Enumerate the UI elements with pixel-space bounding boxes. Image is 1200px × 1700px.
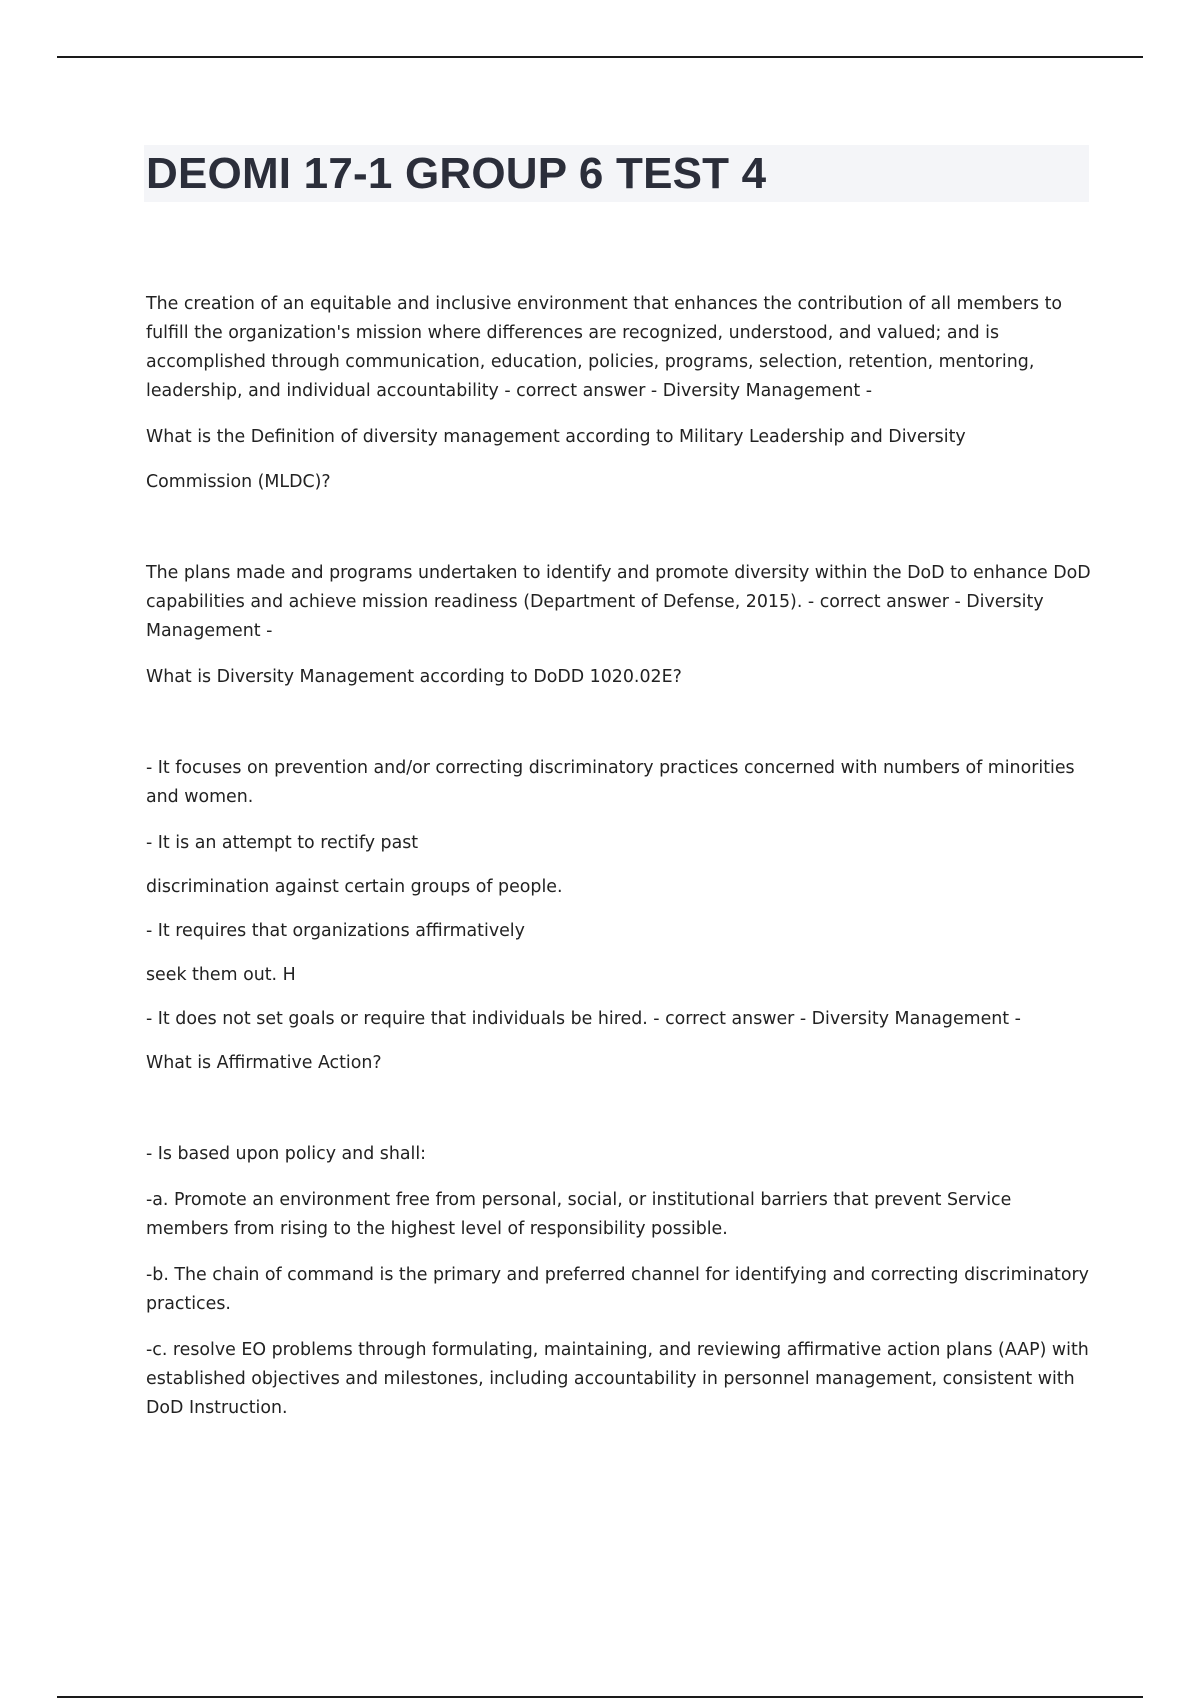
bottom-divider xyxy=(57,1696,1143,1698)
answer-paragraph: - It focuses on prevention and/or correcting discriminatory practices concerned with numbers of minorities and women. xyxy=(146,758,1075,807)
question-paragraph: Commission (MLDC)? xyxy=(146,472,331,492)
top-divider xyxy=(57,56,1143,58)
document-title: DEOMI 17-1 GROUP 6 TEST 4 xyxy=(146,149,767,198)
answer-paragraph: -b. The chain of command is the primary and preferred channel for identifying and correcting discriminatory practices. xyxy=(146,1265,1089,1314)
answer-paragraph: seek them out. H xyxy=(146,965,296,985)
question-paragraph: What is Affirmative Action? xyxy=(146,1053,382,1073)
answer-paragraph: - Is based upon policy and shall: xyxy=(146,1144,427,1164)
answer-paragraph: discrimination against certain groups of people. xyxy=(146,877,563,897)
answer-paragraph: The plans made and programs undertaken to identify and promote diversity within the DoD to enhance DoD capabilities and achieve mission readiness (Department of Defense, 2015). - correct answer - Diversity Management - xyxy=(146,563,1091,641)
answer-paragraph: The creation of an equitable and inclusive environment that enhances the contribution of all members to fulfill the organization's mission where differences are recognized, understood, and valued; and is accomplished through communication, education, policies, programs, selection, retention, mentoring, leadership, and individual accountability - correct answer - Diversity Management - xyxy=(146,294,1063,401)
answer-paragraph: -a. Promote an environment free from personal, social, or institutional barriers that prevent Service members from rising to the highest level of responsibility possible. xyxy=(146,1190,1012,1239)
answer-paragraph: -c. resolve EO problems through formulating, maintaining, and reviewing affirmative action plans (AAP) with established objectives and milestones, including accountability in personnel management, consistent with DoD Instruction. xyxy=(146,1340,1089,1418)
document-body xyxy=(146,290,1096,1440)
question-paragraph: What is the Definition of diversity management according to Military Leadership and Diversity xyxy=(146,427,966,447)
answer-paragraph: - It is an attempt to rectify past xyxy=(146,833,419,853)
question-paragraph: What is Diversity Management according to DoDD 1020.02E? xyxy=(146,667,682,687)
answer-paragraph: - It requires that organizations affirmatively xyxy=(146,921,525,941)
answer-paragraph: - It does not set goals or require that individuals be hired. - correct answer - Diversity Management - xyxy=(146,1009,1021,1029)
